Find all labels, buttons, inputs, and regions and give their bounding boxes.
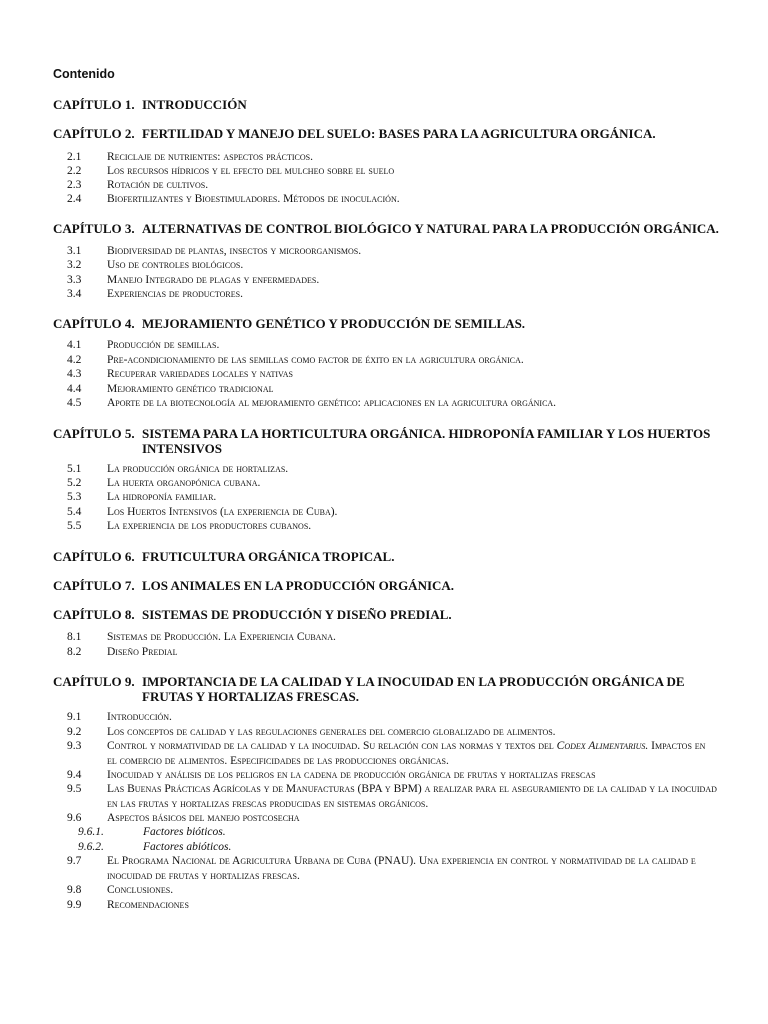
item-text: Los conceptos de calidad y las regulaciones generales del comercio globalizado de alimentos. bbox=[107, 726, 556, 738]
item-text: La producción orgánica de hortalizas. bbox=[107, 463, 289, 475]
codex-title: Codex Alimentarius. bbox=[556, 740, 649, 752]
item-number: 9.8 bbox=[67, 884, 82, 896]
item-text: La experiencia de los productores cubanos. bbox=[107, 520, 312, 532]
item-text: Manejo Integrado de plagas y enfermedades. bbox=[107, 274, 320, 286]
item-number: 4.2 bbox=[67, 354, 82, 366]
item-number: 4.5 bbox=[67, 397, 82, 409]
chapter-title: FRUTICULTURA ORGÁNICA TROPICAL. bbox=[142, 549, 395, 564]
subitem-text: Factores abióticos. bbox=[143, 841, 232, 853]
toc-item-9-8 bbox=[67, 883, 717, 898]
item-text: Conclusiones. bbox=[107, 884, 174, 896]
subitem-number: 9.6.1. bbox=[78, 826, 104, 838]
item-text: La huerta organopónica cubana. bbox=[107, 477, 261, 489]
chapter-5-heading bbox=[53, 426, 723, 456]
item-text: Uso de controles biológicos. bbox=[107, 259, 244, 271]
toc-item-9-2 bbox=[67, 725, 717, 740]
item-number: 9.5 bbox=[67, 783, 82, 795]
item-number: 9.4 bbox=[67, 769, 82, 781]
toc-item-9-7 bbox=[67, 854, 717, 883]
toc-item-9-4 bbox=[67, 768, 717, 783]
item-text: Aspectos básicos del manejo postcosecha bbox=[107, 812, 300, 824]
chapter-title: ALTERNATIVAS DE CONTROL BIOLÓGICO Y NATURAL PARA LA PRODUCCIÓN ORGÁNICA. bbox=[142, 221, 719, 236]
item-number: 4.3 bbox=[67, 368, 82, 380]
toc-subitem-9-6-1 bbox=[78, 825, 678, 840]
item-text: Biofertilizantes y Bioestimuladores. Métodos de inoculación. bbox=[107, 193, 400, 205]
item-number: 8.1 bbox=[67, 631, 82, 643]
item-text-part: Impactos en el comercio de alimentos. Especificidades de las producciones orgánicas. bbox=[107, 740, 706, 767]
toc-item-3-2 bbox=[67, 258, 717, 273]
toc-item-8-2 bbox=[67, 645, 717, 660]
chapter-number: CAPÍTULO 5. bbox=[53, 426, 135, 441]
item-number: 3.1 bbox=[67, 245, 82, 257]
item-number: 2.3 bbox=[67, 179, 82, 191]
toc-item-4-1 bbox=[67, 338, 717, 353]
item-text: Recuperar variedades locales y nativas bbox=[107, 368, 294, 380]
chapter-number: CAPÍTULO 4. bbox=[53, 316, 135, 331]
subitem-number: 9.6.2. bbox=[78, 841, 104, 853]
toc-item-5-3 bbox=[67, 490, 717, 505]
chapter-title: LOS ANIMALES EN LA PRODUCCIÓN ORGÁNICA. bbox=[142, 578, 455, 593]
item-number: 3.3 bbox=[67, 274, 82, 286]
item-number: 3.4 bbox=[67, 288, 82, 300]
toc-item-2-2 bbox=[67, 164, 717, 179]
item-text: Sistemas de Producción. La Experiencia Cubana. bbox=[107, 631, 336, 643]
toc-item-5-5 bbox=[67, 519, 717, 534]
toc-item-9-3 bbox=[67, 739, 717, 768]
toc-item-5-4 bbox=[67, 505, 717, 520]
toc-item-2-1 bbox=[67, 150, 717, 165]
item-number: 9.2 bbox=[67, 726, 82, 738]
item-number: 4.4 bbox=[67, 383, 82, 395]
toc-subitem-9-6-2 bbox=[78, 840, 678, 855]
toc-item-3-1 bbox=[67, 244, 717, 259]
chapter-number: CAPÍTULO 8. bbox=[53, 607, 135, 622]
chapter-6-heading bbox=[53, 549, 723, 564]
toc-item-9-1 bbox=[67, 710, 717, 725]
item-number: 2.2 bbox=[67, 165, 82, 177]
item-text: El Programa Nacional de Agricultura Urbana de Cuba (PNAU). Una experiencia en control y normatividad de la calidad e inocuidad de frutas y hortalizas frescas. bbox=[107, 855, 696, 882]
toc-item-5-2 bbox=[67, 476, 717, 491]
chapter-number: CAPÍTULO 3. bbox=[53, 221, 135, 236]
item-number: 5.3 bbox=[67, 491, 82, 503]
toc-item-3-3 bbox=[67, 273, 717, 288]
subitem-text: Factores bióticos. bbox=[143, 826, 226, 838]
item-text: Las Buenas Prácticas Agrícolas y de Manufacturas (BPA y BPM) a realizar para el aseguramiento de la calidad y la inocuidad en las frutas y hortalizas frescas producidas en sistemas orgánicos. bbox=[107, 783, 717, 810]
item-number: 4.1 bbox=[67, 339, 82, 351]
toc-item-4-2 bbox=[67, 353, 717, 368]
chapter-number: CAPÍTULO 6. bbox=[53, 549, 135, 564]
chapter-title: FERTILIDAD Y MANEJO DEL SUELO: BASES PARA LA AGRICULTURA ORGÁNICA. bbox=[142, 126, 656, 141]
toc-item-4-3 bbox=[67, 367, 717, 382]
item-number: 9.3 bbox=[67, 740, 82, 752]
chapter-title: SISTEMAS DE PRODUCCIÓN Y DISEÑO PREDIAL. bbox=[142, 607, 452, 622]
item-text: Reciclaje de nutrientes: aspectos prácticos. bbox=[107, 151, 313, 163]
toc-item-9-6 bbox=[67, 811, 717, 826]
item-text: Recomendaciones bbox=[107, 899, 189, 911]
chapter-3-heading bbox=[53, 221, 723, 236]
item-text: Mejoramiento genético tradicional bbox=[107, 383, 274, 395]
item-text-part: Control y normatividad de la calidad y la inocuidad. Su relación con las normas y textos del bbox=[107, 740, 557, 752]
item-text: Pre-acondicionamiento de las semillas como factor de éxito en la agricultura orgánica. bbox=[107, 354, 524, 366]
toc-item-2-3 bbox=[67, 178, 717, 193]
item-text: Rotación de cultivos. bbox=[107, 179, 209, 191]
chapter-title: INTRODUCCIÓN bbox=[142, 97, 247, 112]
item-text: La hidroponía familiar. bbox=[107, 491, 217, 503]
item-text: Los recursos hídricos y el efecto del mulcheo sobre el suelo bbox=[107, 165, 395, 177]
item-text: Los Huertos Intensivos (la experiencia de Cuba). bbox=[107, 506, 338, 518]
item-number: 5.1 bbox=[67, 463, 82, 475]
item-text: Introducción. bbox=[107, 711, 172, 723]
chapter-number: CAPÍTULO 7. bbox=[53, 578, 135, 593]
item-number: 3.2 bbox=[67, 259, 82, 271]
item-text bbox=[107, 739, 717, 768]
chapter-1-heading bbox=[53, 97, 723, 112]
item-text: Producción de semillas. bbox=[107, 339, 220, 351]
chapter-title: IMPORTANCIA DE LA CALIDAD Y LA INOCUIDAD EN LA PRODUCCIÓN ORGÁNICA DE FRUTAS Y HORTALIZAS FRESCAS. bbox=[142, 674, 685, 704]
item-number: 5.4 bbox=[67, 506, 82, 518]
toc-item-3-4 bbox=[67, 287, 717, 302]
item-text: Aporte de la biotecnología al mejoramiento genético: aplicaciones en la agricultura orgánica. bbox=[107, 397, 557, 409]
item-number: 5.5 bbox=[67, 520, 82, 532]
item-number: 5.2 bbox=[67, 477, 82, 489]
toc-item-4-4 bbox=[67, 382, 717, 397]
chapter-8-heading bbox=[53, 607, 723, 622]
item-number: 2.1 bbox=[67, 151, 82, 163]
chapter-2-heading bbox=[53, 126, 723, 141]
item-text: Diseño Predial bbox=[107, 646, 178, 658]
toc-item-5-1 bbox=[67, 462, 717, 477]
chapter-title: SISTEMA PARA LA HORTICULTURA ORGÁNICA. HIDROPONÍA FAMILIAR Y LOS HUERTOS INTENSIVOS bbox=[142, 426, 711, 456]
item-number: 9.7 bbox=[67, 855, 82, 867]
chapter-number: CAPÍTULO 9. bbox=[53, 674, 135, 689]
item-number: 9.9 bbox=[67, 899, 82, 911]
item-text: Biodiversidad de plantas, insectos y microorganismos. bbox=[107, 245, 362, 257]
item-number: 2.4 bbox=[67, 193, 82, 205]
item-number: 9.6 bbox=[67, 812, 82, 824]
chapter-title: MEJORAMIENTO GENÉTICO Y PRODUCCIÓN DE SEMILLAS. bbox=[142, 316, 526, 331]
toc-item-9-5 bbox=[67, 782, 717, 811]
item-text: Experiencias de productores. bbox=[107, 288, 243, 300]
toc-item-8-1 bbox=[67, 630, 717, 645]
toc-item-4-5 bbox=[67, 396, 717, 411]
contents-heading: Contenido bbox=[53, 67, 115, 81]
item-number: 8.2 bbox=[67, 646, 82, 658]
item-text: Inocuidad y análisis de los peligros en la cadena de producción orgánica de frutas y hortalizas frescas bbox=[107, 769, 596, 781]
chapter-7-heading bbox=[53, 578, 723, 593]
toc-item-9-9 bbox=[67, 898, 717, 913]
toc-item-2-4 bbox=[67, 192, 717, 207]
chapter-number: CAPÍTULO 2. bbox=[53, 126, 135, 141]
item-number: 9.1 bbox=[67, 711, 82, 723]
chapter-9-heading bbox=[53, 674, 723, 704]
chapter-number: CAPÍTULO 1. bbox=[53, 97, 135, 112]
chapter-4-heading bbox=[53, 316, 723, 331]
